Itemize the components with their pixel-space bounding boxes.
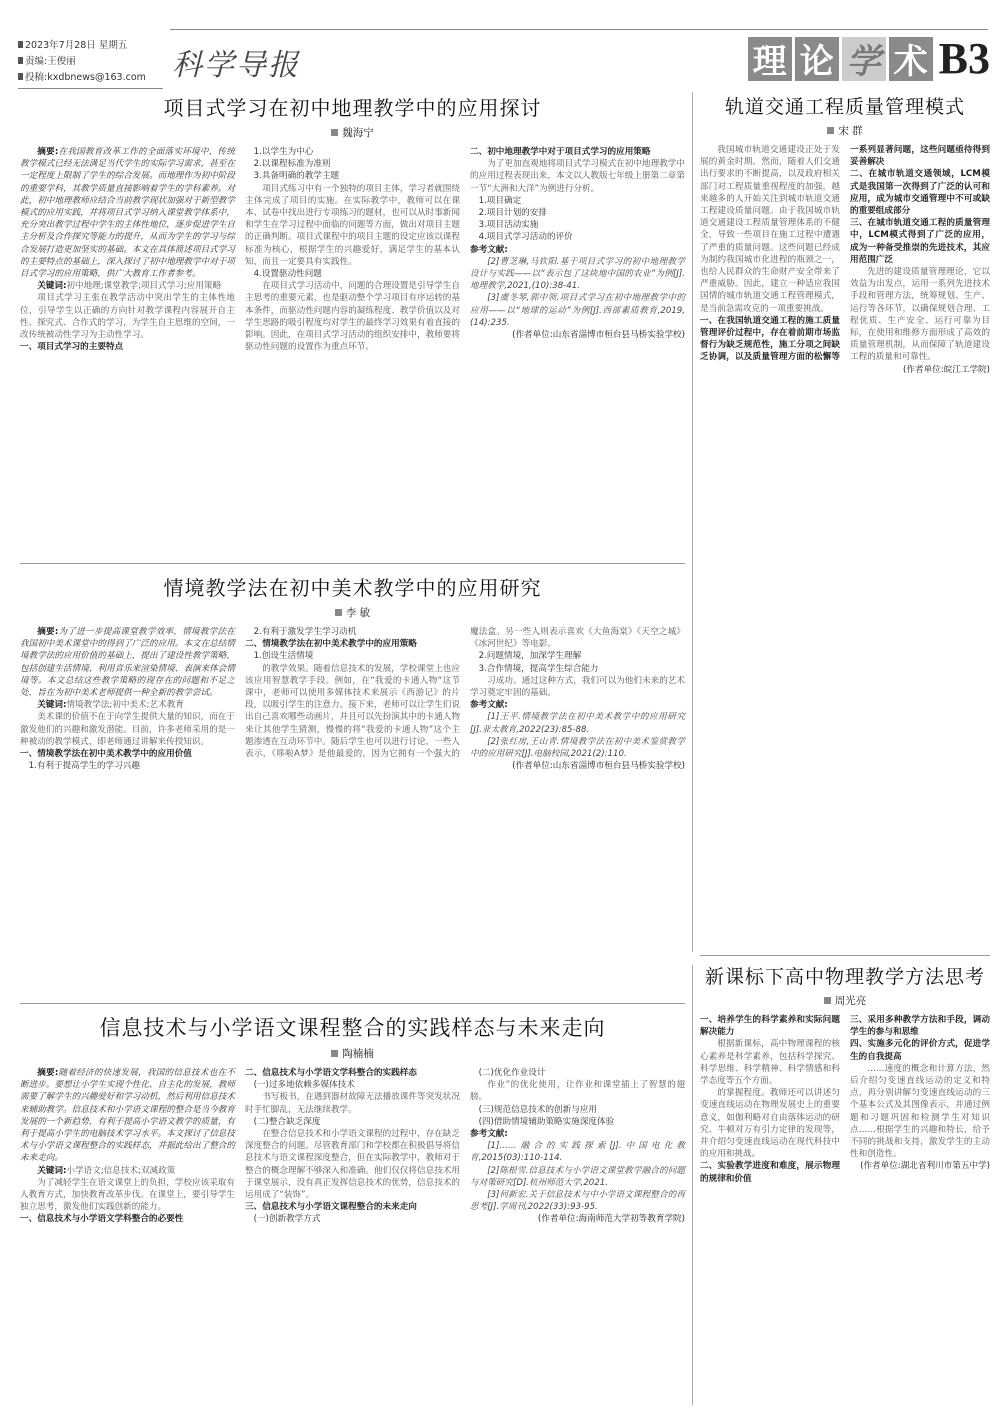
article-divider	[700, 955, 990, 956]
author-affiliation: (作者单位:山东省淄博市桓台县马桥实验学校)	[512, 330, 685, 341]
paragraph: 先进的建设质量管理理论，它以效益为出发点，运用一系列先进技术手段和管理方法，统筹规划、生产、运行等各环节，以确保规划合理、工程优质、生产安全、运行可靠为目标，在使用和维修方面形成了高效的质量管理机制，从而保障了轨道建设工程的质量和可靠性。	[850, 267, 990, 363]
subsection-heading: 2.项目计划的安排	[478, 208, 547, 219]
subsection-heading: 4.设置驱动性问题	[253, 269, 322, 280]
subsection-heading: 1.项目确定	[478, 195, 522, 206]
paragraph: 我国城市轨道交通建设正处于发展的黄金时期。然而，随着人们交通出行要求的不断提高，以及政府相关部门对工程质量重视程度的加强，越来越多的人开始关注到城市轨道交通工程建设质量问题。由于我国城市轨道交通建设工程质量管理体系的不健全，导致一些项目在施工过程中遭遇了严重的质量问题。这些问题已经成为制约我国城市化进程的瓶颈之一，也给人民群众的生命财产安全带来了严重威胁。因此，建立一种适应我国国情的城市轨道交通工程管理模式，是当前急需攻克的一项重要挑战。	[700, 145, 840, 314]
section-heading: 二、情境教学法在初中美术教学中的应用策略	[245, 639, 417, 650]
paragraph: 在整合信息技术和小学语文课程的过程中，存在缺乏深度整合的问题。尽管教育部门和学校都在积极倡导将信息技术与语文课程深度整合，但在实际教学中，教师对于整合的概念理解不够深入和准确。他们仅仅将信息技术用于课堂展示，没有真正发挥信息技术的优势，信息技术的运用成了“装饰”。	[245, 1129, 460, 1201]
paragraph: 作业”的优化使用，让作业和课堂插上了智慧的翅膀。	[470, 1080, 685, 1103]
subsection-heading: (一)创新教学方式	[253, 1214, 321, 1225]
article-title: 情境教学法在初中美术教学中的应用研究	[163, 576, 542, 600]
section-char: 理	[748, 37, 792, 81]
label: 关键词:	[37, 700, 67, 711]
article-body	[20, 626, 685, 772]
reference: [3]何新宏.关于信息技术与中小学语文课程整合的再思考[J].学周刊,2022(33):93-95.	[470, 1190, 685, 1213]
section-heading: 一、在我国轨道交通工程的施工质量管理评价过程中，存在着前期市场监督行为缺乏规范性，施工分项之间缺乏协调，以及质量管理方面的松懈等一系列显著问题，这些问题亟待得到妥善解决	[700, 145, 990, 363]
section-banner	[748, 33, 990, 84]
article-author: 魏海宁	[20, 125, 685, 140]
label: 摘要:	[37, 1068, 59, 1078]
text: 小学语文;信息技术;双减政策	[66, 1165, 176, 1176]
abstract	[20, 146, 235, 280]
article-rail	[700, 92, 990, 376]
reference: [1]……融合的实践探索[J].中国电化教育,2015(03):110-114.	[470, 1141, 685, 1164]
paragraph: 为了更加直观地将项目式学习模式在初中地理教学中的应用过程表现出来，本文以人教版七年级上册第二章第一节“大洲和大洋”为例进行分析。	[470, 159, 685, 194]
paragraph: 项目式学习主张在教学活动中突出学生的主体性地位，引导学生以正确的方向针对教学课程内容展开自主性、探究式、合作式的学习，为学生自主思维的空间，一改传统被动性学习为主动性学习。	[20, 293, 235, 341]
section-char: 学	[842, 37, 886, 81]
column-divider	[692, 965, 693, 1405]
article-body	[20, 1067, 685, 1226]
article-divider	[20, 1003, 685, 1004]
paragraph: ……速度的概念和计算方法，然后介绍匀变速直线运动的定义和特点，再分别讲解匀变速直线运动的三个基本公式及其图像表示，并通过例题和习题巩固和检测学生对知识点……根据学生的兴趣和特长，给予不同的挑战和支持，激发学生的主动性和创造性。	[850, 1063, 990, 1160]
submission-email: 投稿:kxdbnews@163.com	[18, 70, 146, 86]
article-art	[20, 572, 685, 772]
section-heading: 二、初中地理教学中对于项目式学习的应用策略	[470, 147, 651, 157]
author-affiliation: (作者单位:海南师范大学初等教育学院)	[537, 1214, 685, 1225]
header-info	[18, 38, 146, 86]
subsection-heading: 3.项目活动实施	[478, 220, 539, 231]
newspaper-logo: 科学导报	[172, 48, 300, 83]
label: 关键词:	[37, 281, 67, 292]
author-affiliation: (作者单位:山东省淄博市桓台县马桥实验学校)	[512, 761, 685, 772]
paragraph: 的掌握程度。教师还可以讲述匀变速直线运动在物理发展史上的重要意义，如伽利略对自由落体运动的研究、牛顿对万有引力定律的发现等，并介绍匀变速直线运动在现代科技中的应用和挑战。	[700, 1088, 840, 1160]
article-physics	[700, 962, 990, 1185]
label: 摘要:	[37, 627, 59, 637]
section-heading: 一、培养学生的科学素养和实际问题解决能力	[700, 1015, 840, 1038]
section-heading: 二、在城市轨道交通领域，LCM模式是我国第一次得到了广泛的认可和应用，成为城市交通管理中不可或缺的重要组成部分	[850, 169, 990, 217]
page-number: B3	[938, 34, 990, 83]
paragraph: 在项目式学习活动中，问题的合理设置是引导学生自主思考的重要元素，也是驱动整个学习项目有序运转的基本条件，而驱动性问题内容的凝练程度、教学价值以及对学生思路的吸引程度均对学生的最终学习效果有着直接的影响。因此，在项目式学习活动的组织安排中，教师要将驱动性问题的设置作为重点环节。	[245, 281, 460, 353]
author-affiliation: (作者单位:湖北省利川市第五中学)	[860, 1161, 990, 1172]
section-heading: 三、信息技术与小学语文课程整合的未来走向	[245, 1202, 417, 1213]
paragraph: 为了减轻学生在语文课堂上的负担，学校应该采取有人教育方式，加快教育改革步伐。在课堂上，要引导学生独立思考，激发他们实践创新的能力。	[20, 1177, 235, 1213]
section-heading: 一、信息技术与小学语文学科整合的必要性	[20, 1214, 184, 1225]
article-title: 新课标下高中物理教学方法思考	[704, 966, 985, 988]
section-heading: 三、在城市轨道交通工程的质量管理中，LCM模式得到了广泛的应用，成为一种备受推崇的先进技术，其应用范围广泛	[850, 218, 990, 265]
text: 情境教学法;初中美术;艺术教育	[66, 700, 184, 711]
subsection-heading: 1.有利于提高学生的学习兴趣	[28, 761, 140, 772]
article-author: 周光亮	[700, 993, 990, 1008]
article-chinese	[20, 1012, 685, 1226]
section-heading: 一、情境教学法在初中美术教学中的应用价值	[20, 749, 192, 760]
reference: [1]王平.情境教学法在初中美术教学中的应用研究[J].亚太教育,2022(23):85-88.	[470, 712, 685, 735]
abstract	[20, 1067, 235, 1165]
article-body	[700, 144, 990, 376]
keywords	[20, 699, 235, 711]
subsection-heading: 1.以学生为中心	[253, 147, 314, 157]
reference: [2]张红房,王山青.情境教学法在初中美术鉴赏教学中的应用研究[J].电脑校园,2021(2):110.	[470, 736, 685, 760]
text: 在我国教育改革工作的全面落实环境中，传统教学模式已经无法满足当代学生的实际学习需求，甚至在一定程度上限制了学生的综合发展。而地理作为初中阶段的重要学科，其教学质量直接影响着学生的学科素养。对此，初中地理教师应结合当前教学现状加强对于新型教学模式的应用实践，并将项目式学习纳入课堂教学体系中，充分突出教学过程中学生的主体性地位，逐步促进学生自主分析及合作探究等能力的提升，从而为学生的学习与综合发展打造更加坚实的基础。本文在具体简述项目式学习的主要特点的基础上，深入探讨了初中地理教学中对于项目式学习的应用策略，供广大教育工作者参考。	[20, 147, 235, 280]
section-char: 论	[795, 37, 839, 81]
article-author: 李 敏	[20, 605, 685, 620]
section-heading: 参考文献:	[470, 1129, 508, 1140]
section-char: 术	[889, 37, 933, 81]
section-heading: 三、采用多种教学方法和手段，调动学生的参与和思维	[850, 1015, 990, 1038]
article-title: 轨道交通工程质量管理模式	[724, 96, 965, 118]
section-heading: 二、实验教学进度和难度，展示物理的规律和价值	[700, 1161, 840, 1184]
subsection-heading: (四)借助情境辅助策略实施深度体验	[478, 1116, 615, 1127]
subsection-heading: 4.项目式学习活动的评价	[478, 232, 573, 243]
paragraph: 的教学效果。随着信息技术的发展，学校课堂上也应该应用智慧教学手段。例如，在“我爱的卡通人物”这节课中，老师可以使用多媒体技术来展示《西游记》的片段，以吸引学生的注意力。接下来，老师可以让学生们说出自己喜欢哪些动画片，并且可以先扮演其中的卡通人物来让其他学生猜测，慢慢的将“我爱的卡通人物”这个主题渗透在互动环节中。随后学生也可以进行讨论，一些人表示，《哆啦A梦》是他最爱的，因为它拥有一个强大的魔法盒。另一些人则表示喜欢《大鱼海棠》《天空之城》《冰河世纪》等电影。	[245, 627, 685, 760]
header-rule	[18, 88, 163, 89]
article-divider	[20, 563, 685, 564]
paragraph: 项目式练习中有一个独特的项目主体，学习者就围绕主体完成了项目的实施。在实际教学中，教师可以在课本、试卷中找出进行专项练习的题材，也可以从时事新闻和学生在学习过程中面临的问题等方面，做出对项目主题的正确判断。项目式课程中的项目主题的设定应该以课程标准为核心，根据学生的兴趣爱好，满足学生的基本认知，而且一定要具有实践性。	[245, 183, 460, 267]
label: 关键词:	[37, 1165, 67, 1176]
section-heading: 参考文献:	[470, 700, 508, 711]
author-affiliation: (作者单位:皖江工学院)	[903, 364, 990, 375]
section-heading: 四、实施多元化的评价方式，促进学生的自我提高	[850, 1039, 990, 1062]
article-title: 信息技术与小学语文课程整合的实践样态与未来走向	[99, 1016, 606, 1040]
paragraph: 书写板书，在遇到器材故障无法播放课件等突发状况时手忙脚乱，无法继续教学。	[245, 1092, 460, 1115]
subsection-heading: (一)过多地依赖多媒体技术	[253, 1080, 355, 1091]
article-geography	[20, 92, 685, 353]
subsection-heading: 3.具备明确的教学主题	[253, 171, 340, 182]
paragraph: 习成功。通过这种方式，我们可以为他们未来的艺术学习奠定牢固的基础。	[470, 675, 685, 699]
reference: [2]曹芝琳,马钦阳.基于项目式学习的初中地理教学设计与实践——以“表示包了这块地中国的农业”为例[J].地理教学,2021,(10):38-41.	[470, 256, 685, 292]
text: 初中地理;课堂教学;项目式学习;应用策略	[66, 281, 222, 292]
section-heading: 二、信息技术与小学语文学科整合的实践样态	[245, 1068, 417, 1078]
section-heading: 参考文献:	[470, 244, 508, 255]
text: 随着经济的快速发展，我国的信息技术也在不断进步。要想让小学生实现个性化、自主化的发展，教师需要了解学生的兴趣爱好和学习动机，然后利用信息技术来辅助教学。信息技术和小学语文课程的整合是当今教育发展的一个新趋势，有利于提高小学语文教学的质量，有利于提高小学生的电脑技术学习水平。本文探讨了信息技术与小学语文课程整合的实践样态，并据此给出了整合的未来走向。	[20, 1068, 235, 1164]
article-author: 陶楠楠	[20, 1046, 685, 1061]
reference: [2]陈根雪.信息技术与小学语文课堂教学融合的问题与对策研究[D].杭州师范大学,2021.	[470, 1165, 685, 1188]
article-body	[700, 1014, 990, 1185]
article-title: 项目式学习在初中地理教学中的应用探讨	[163, 96, 542, 120]
article-body	[20, 146, 685, 353]
keywords	[20, 1165, 235, 1177]
keywords	[20, 280, 235, 292]
issue-date: 2023年7月28日 星期五	[18, 38, 146, 54]
reference: [3]虞冬琴,郭中领.项目式学习在初中地理教学中的应用——以“地球的运动”为例[J].西部素质教育,2019,(14):235.	[470, 293, 685, 328]
subsection-heading: 2.问题情境，加深学生理解	[478, 651, 582, 662]
subsection-heading: (三)规范信息技术的创新与应用	[478, 1104, 598, 1115]
subsection-heading: (二)整合缺乏深度	[253, 1116, 321, 1127]
subsection-heading: 2.以课程标准为准则	[253, 159, 331, 170]
article-author: 宋 群	[700, 123, 990, 138]
editor: 责编:王俊丽	[18, 54, 146, 70]
subsection-heading: 2.有利于激发学生学习动机	[253, 627, 357, 637]
header-rule	[170, 29, 988, 30]
text: 为了进一步提高课堂教学效率，情境教学法在我国初中美术课堂中的得到了广泛的应用。本文在总结情境教学法的应用价值的基础上，提出了建设性教学策略，包括创建生活情境、利用音乐来渲染情境、表演来体会情境等。本文总结这些教学策略的现存在的问题和不足之处，旨在为初中美术老师提供一种全新的教学尝试。	[20, 627, 235, 699]
paragraph: 根据新课标，高中物理课程的核心素养是科学素养，包括科学探究、科学思维、科学精神、科学情感和科学态度等五个方面。	[700, 1039, 840, 1087]
label: 摘要:	[37, 147, 59, 157]
subsection-heading: (二)优化作业设计	[478, 1068, 546, 1078]
subsection-heading: 1.创设生活情境	[253, 651, 314, 662]
subsection-heading: 3.合作情境，提高学生综合能力	[478, 663, 599, 674]
abstract	[20, 626, 235, 699]
section-heading: 一、项目式学习的主要特点	[20, 342, 124, 353]
column-divider	[692, 92, 693, 952]
paragraph: 美术课的价值不在于向学生提供大量的知识，而在于激发他们的兴趣和激发潜能。目前，许多老师采用的是一种被动的教学模式，即老师通过讲解来传授知识。	[20, 712, 235, 747]
